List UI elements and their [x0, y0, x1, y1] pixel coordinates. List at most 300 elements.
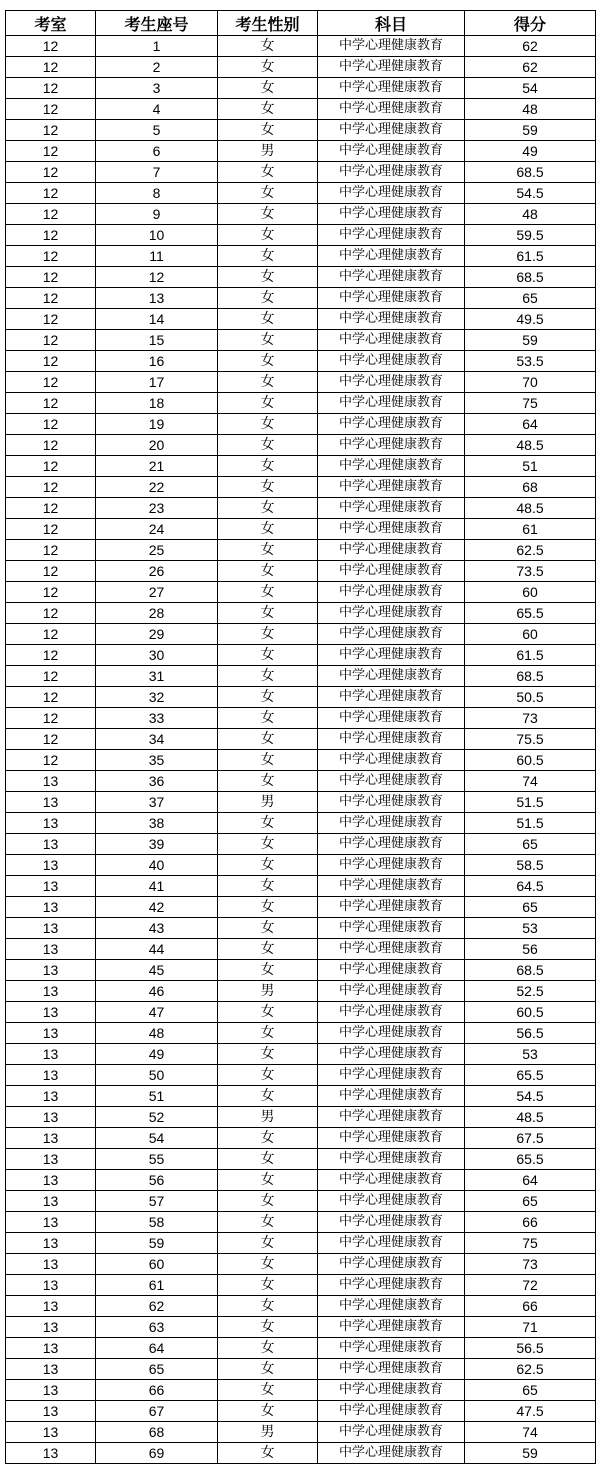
cell-room: 12	[6, 393, 96, 414]
cell-subject: 中学心理健康教育	[318, 645, 465, 666]
table-row	[6, 225, 596, 246]
cell-seat-number: 2	[96, 57, 218, 78]
cell-subject: 中学心理健康教育	[318, 1443, 465, 1464]
cell-score: 51.5	[465, 813, 596, 834]
cell-gender: 女	[218, 267, 318, 288]
table-row	[6, 876, 596, 897]
cell-seat-number: 40	[96, 855, 218, 876]
cell-subject: 中学心理健康教育	[318, 897, 465, 918]
cell-score: 68.5	[465, 162, 596, 183]
cell-score: 59	[465, 120, 596, 141]
cell-score: 73	[465, 1254, 596, 1275]
cell-gender: 女	[218, 330, 318, 351]
cell-seat-number: 5	[96, 120, 218, 141]
cell-subject: 中学心理健康教育	[318, 876, 465, 897]
cell-room: 12	[6, 414, 96, 435]
cell-score: 48.5	[465, 435, 596, 456]
cell-gender: 女	[218, 351, 318, 372]
cell-seat-number: 4	[96, 99, 218, 120]
table-row	[6, 540, 596, 561]
cell-gender: 女	[218, 1149, 318, 1170]
table-row	[6, 1401, 596, 1422]
cell-subject: 中学心理健康教育	[318, 1065, 465, 1086]
cell-score: 65.5	[465, 603, 596, 624]
table-row	[6, 372, 596, 393]
cell-seat-number: 52	[96, 1107, 218, 1128]
cell-score: 48	[465, 204, 596, 225]
cell-room: 13	[6, 1065, 96, 1086]
table-row	[6, 99, 596, 120]
cell-score: 50.5	[465, 687, 596, 708]
cell-seat-number: 66	[96, 1380, 218, 1401]
cell-room: 13	[6, 1170, 96, 1191]
cell-gender: 女	[218, 1086, 318, 1107]
cell-subject: 中学心理健康教育	[318, 246, 465, 267]
cell-gender: 女	[218, 1443, 318, 1464]
cell-subject: 中学心理健康教育	[318, 1422, 465, 1443]
cell-subject: 中学心理健康教育	[318, 309, 465, 330]
header-score: 得分	[465, 11, 596, 36]
table-row	[6, 183, 596, 204]
cell-gender: 男	[218, 1107, 318, 1128]
cell-seat-number: 57	[96, 1191, 218, 1212]
cell-room: 12	[6, 162, 96, 183]
cell-score: 49.5	[465, 309, 596, 330]
cell-seat-number: 37	[96, 792, 218, 813]
table-row	[6, 897, 596, 918]
cell-score: 53.5	[465, 351, 596, 372]
cell-gender: 女	[218, 708, 318, 729]
cell-gender: 男	[218, 1422, 318, 1443]
cell-score: 62	[465, 36, 596, 57]
cell-subject: 中学心理健康教育	[318, 792, 465, 813]
cell-seat-number: 49	[96, 1044, 218, 1065]
cell-score: 64.5	[465, 876, 596, 897]
cell-room: 13	[6, 771, 96, 792]
cell-subject: 中学心理健康教育	[318, 1023, 465, 1044]
cell-seat-number: 47	[96, 1002, 218, 1023]
cell-gender: 女	[218, 288, 318, 309]
cell-score: 60	[465, 624, 596, 645]
cell-room: 12	[6, 183, 96, 204]
table-row	[6, 561, 596, 582]
cell-room: 13	[6, 1317, 96, 1338]
cell-room: 13	[6, 1149, 96, 1170]
cell-room: 13	[6, 960, 96, 981]
cell-gender: 女	[218, 120, 318, 141]
cell-gender: 男	[218, 792, 318, 813]
cell-subject: 中学心理健康教育	[318, 1149, 465, 1170]
table-row	[6, 1107, 596, 1128]
cell-score: 67.5	[465, 1128, 596, 1149]
cell-gender: 女	[218, 603, 318, 624]
cell-seat-number: 48	[96, 1023, 218, 1044]
cell-room: 12	[6, 687, 96, 708]
cell-subject: 中学心理健康教育	[318, 162, 465, 183]
cell-subject: 中学心理健康教育	[318, 1086, 465, 1107]
cell-seat-number: 21	[96, 456, 218, 477]
cell-score: 72	[465, 1275, 596, 1296]
cell-subject: 中学心理健康教育	[318, 1275, 465, 1296]
cell-subject: 中学心理健康教育	[318, 330, 465, 351]
cell-score: 60	[465, 582, 596, 603]
cell-room: 13	[6, 1443, 96, 1464]
cell-room: 13	[6, 1254, 96, 1275]
cell-room: 12	[6, 540, 96, 561]
cell-gender: 女	[218, 687, 318, 708]
header-subject: 科目	[318, 11, 465, 36]
cell-gender: 女	[218, 624, 318, 645]
cell-gender: 女	[218, 36, 318, 57]
cell-score: 73.5	[465, 561, 596, 582]
cell-score: 62.5	[465, 1359, 596, 1380]
cell-seat-number: 45	[96, 960, 218, 981]
cell-gender: 女	[218, 435, 318, 456]
table-row	[6, 1170, 596, 1191]
cell-score: 65.5	[465, 1065, 596, 1086]
cell-score: 75	[465, 393, 596, 414]
table-row	[6, 141, 596, 162]
cell-gender: 女	[218, 750, 318, 771]
cell-subject: 中学心理健康教育	[318, 918, 465, 939]
cell-room: 12	[6, 666, 96, 687]
cell-gender: 女	[218, 918, 318, 939]
cell-seat-number: 8	[96, 183, 218, 204]
cell-room: 13	[6, 897, 96, 918]
cell-score: 68.5	[465, 267, 596, 288]
cell-subject: 中学心理健康教育	[318, 708, 465, 729]
cell-gender: 女	[218, 477, 318, 498]
cell-score: 68.5	[465, 666, 596, 687]
table-row	[6, 666, 596, 687]
cell-gender: 女	[218, 1023, 318, 1044]
cell-seat-number: 69	[96, 1443, 218, 1464]
cell-score: 61	[465, 519, 596, 540]
table-row	[6, 834, 596, 855]
cell-seat-number: 14	[96, 309, 218, 330]
cell-room: 12	[6, 603, 96, 624]
cell-seat-number: 58	[96, 1212, 218, 1233]
cell-subject: 中学心理健康教育	[318, 561, 465, 582]
cell-score: 61.5	[465, 246, 596, 267]
cell-score: 74	[465, 1422, 596, 1443]
table-row	[6, 1296, 596, 1317]
cell-gender: 女	[218, 183, 318, 204]
cell-score: 65	[465, 897, 596, 918]
cell-gender: 女	[218, 78, 318, 99]
cell-score: 49	[465, 141, 596, 162]
table-row	[6, 792, 596, 813]
table-row	[6, 36, 596, 57]
cell-gender: 女	[218, 1212, 318, 1233]
cell-score: 61.5	[465, 645, 596, 666]
cell-room: 12	[6, 624, 96, 645]
cell-seat-number: 67	[96, 1401, 218, 1422]
cell-subject: 中学心理健康教育	[318, 225, 465, 246]
table-row	[6, 351, 596, 372]
cell-subject: 中学心理健康教育	[318, 57, 465, 78]
cell-gender: 女	[218, 204, 318, 225]
cell-score: 75.5	[465, 729, 596, 750]
cell-gender: 女	[218, 1044, 318, 1065]
table-row	[6, 246, 596, 267]
cell-score: 70	[465, 372, 596, 393]
cell-subject: 中学心理健康教育	[318, 267, 465, 288]
cell-subject: 中学心理健康教育	[318, 1317, 465, 1338]
cell-gender: 女	[218, 666, 318, 687]
cell-seat-number: 41	[96, 876, 218, 897]
table-row	[6, 1002, 596, 1023]
cell-seat-number: 19	[96, 414, 218, 435]
cell-seat-number: 35	[96, 750, 218, 771]
cell-score: 54.5	[465, 1086, 596, 1107]
cell-seat-number: 61	[96, 1275, 218, 1296]
cell-room: 12	[6, 78, 96, 99]
table-row	[6, 771, 596, 792]
cell-room: 13	[6, 1380, 96, 1401]
cell-subject: 中学心理健康教育	[318, 1233, 465, 1254]
cell-subject: 中学心理健康教育	[318, 435, 465, 456]
cell-subject: 中学心理健康教育	[318, 624, 465, 645]
cell-gender: 女	[218, 1380, 318, 1401]
cell-subject: 中学心理健康教育	[318, 288, 465, 309]
cell-gender: 女	[218, 1275, 318, 1296]
cell-room: 12	[6, 498, 96, 519]
cell-seat-number: 39	[96, 834, 218, 855]
cell-room: 12	[6, 477, 96, 498]
table-row	[6, 435, 596, 456]
cell-gender: 女	[218, 939, 318, 960]
table-row	[6, 1422, 596, 1443]
cell-seat-number: 50	[96, 1065, 218, 1086]
cell-subject: 中学心理健康教育	[318, 729, 465, 750]
table-row	[6, 1023, 596, 1044]
cell-room: 13	[6, 1212, 96, 1233]
cell-score: 51.5	[465, 792, 596, 813]
cell-seat-number: 27	[96, 582, 218, 603]
cell-score: 64	[465, 414, 596, 435]
cell-gender: 女	[218, 561, 318, 582]
cell-room: 12	[6, 561, 96, 582]
table-row	[6, 1191, 596, 1212]
cell-subject: 中学心理健康教育	[318, 1170, 465, 1191]
cell-score: 68.5	[465, 960, 596, 981]
table-row	[6, 498, 596, 519]
cell-room: 12	[6, 141, 96, 162]
cell-subject: 中学心理健康教育	[318, 1296, 465, 1317]
cell-seat-number: 59	[96, 1233, 218, 1254]
table-row	[6, 960, 596, 981]
table-row	[6, 1359, 596, 1380]
cell-score: 71	[465, 1317, 596, 1338]
cell-seat-number: 65	[96, 1359, 218, 1380]
cell-gender: 女	[218, 855, 318, 876]
cell-seat-number: 1	[96, 36, 218, 57]
cell-gender: 女	[218, 1254, 318, 1275]
header-seat-number: 考生座号	[96, 11, 218, 36]
cell-seat-number: 18	[96, 393, 218, 414]
cell-score: 68	[465, 477, 596, 498]
cell-subject: 中学心理健康教育	[318, 36, 465, 57]
cell-gender: 女	[218, 771, 318, 792]
cell-subject: 中学心理健康教育	[318, 771, 465, 792]
cell-room: 12	[6, 750, 96, 771]
cell-gender: 女	[218, 1359, 318, 1380]
cell-seat-number: 63	[96, 1317, 218, 1338]
table-row	[6, 687, 596, 708]
cell-score: 51	[465, 456, 596, 477]
table-row	[6, 1317, 596, 1338]
table-row	[6, 477, 596, 498]
cell-gender: 女	[218, 393, 318, 414]
table-row	[6, 309, 596, 330]
table-body	[6, 36, 596, 1464]
cell-subject: 中学心理健康教育	[318, 519, 465, 540]
cell-gender: 女	[218, 519, 318, 540]
cell-gender: 女	[218, 540, 318, 561]
cell-score: 54	[465, 78, 596, 99]
cell-score: 60.5	[465, 750, 596, 771]
cell-subject: 中学心理健康教育	[318, 1401, 465, 1422]
cell-subject: 中学心理健康教育	[318, 120, 465, 141]
table-row	[6, 939, 596, 960]
table-row	[6, 1149, 596, 1170]
cell-gender: 女	[218, 1233, 318, 1254]
cell-room: 12	[6, 519, 96, 540]
cell-subject: 中学心理健康教育	[318, 687, 465, 708]
table-row	[6, 267, 596, 288]
cell-subject: 中学心理健康教育	[318, 183, 465, 204]
table-row	[6, 624, 596, 645]
cell-score: 56	[465, 939, 596, 960]
cell-subject: 中学心理健康教育	[318, 666, 465, 687]
cell-subject: 中学心理健康教育	[318, 1044, 465, 1065]
table-row	[6, 645, 596, 666]
cell-room: 12	[6, 99, 96, 120]
cell-gender: 女	[218, 225, 318, 246]
cell-gender: 女	[218, 1065, 318, 1086]
cell-room: 12	[6, 435, 96, 456]
cell-score: 73	[465, 708, 596, 729]
header-gender: 考生性别	[218, 11, 318, 36]
cell-score: 66	[465, 1296, 596, 1317]
cell-room: 13	[6, 1107, 96, 1128]
table-row	[6, 120, 596, 141]
cell-seat-number: 36	[96, 771, 218, 792]
cell-room: 12	[6, 225, 96, 246]
cell-subject: 中学心理健康教育	[318, 141, 465, 162]
cell-room: 13	[6, 1296, 96, 1317]
cell-subject: 中学心理健康教育	[318, 498, 465, 519]
cell-score: 53	[465, 1044, 596, 1065]
cell-score: 48.5	[465, 1107, 596, 1128]
cell-seat-number: 13	[96, 288, 218, 309]
cell-subject: 中学心理健康教育	[318, 603, 465, 624]
cell-room: 12	[6, 708, 96, 729]
cell-score: 74	[465, 771, 596, 792]
cell-subject: 中学心理健康教育	[318, 1191, 465, 1212]
cell-score: 65	[465, 288, 596, 309]
cell-gender: 女	[218, 645, 318, 666]
cell-subject: 中学心理健康教育	[318, 456, 465, 477]
cell-room: 13	[6, 792, 96, 813]
cell-gender: 女	[218, 309, 318, 330]
table-row	[6, 1065, 596, 1086]
cell-subject: 中学心理健康教育	[318, 1359, 465, 1380]
cell-score: 52.5	[465, 981, 596, 1002]
table-row	[6, 708, 596, 729]
cell-subject: 中学心理健康教育	[318, 393, 465, 414]
cell-score: 54.5	[465, 183, 596, 204]
cell-room: 12	[6, 456, 96, 477]
cell-subject: 中学心理健康教育	[318, 99, 465, 120]
cell-gender: 女	[218, 1338, 318, 1359]
cell-room: 13	[6, 939, 96, 960]
cell-subject: 中学心理健康教育	[318, 351, 465, 372]
cell-room: 12	[6, 267, 96, 288]
cell-room: 12	[6, 204, 96, 225]
cell-room: 13	[6, 1002, 96, 1023]
cell-gender: 女	[218, 1002, 318, 1023]
table-row	[6, 162, 596, 183]
cell-subject: 中学心理健康教育	[318, 960, 465, 981]
cell-room: 13	[6, 1086, 96, 1107]
cell-room: 13	[6, 1233, 96, 1254]
cell-seat-number: 30	[96, 645, 218, 666]
cell-subject: 中学心理健康教育	[318, 1212, 465, 1233]
cell-seat-number: 6	[96, 141, 218, 162]
cell-room: 12	[6, 582, 96, 603]
cell-room: 13	[6, 1191, 96, 1212]
cell-score: 48	[465, 99, 596, 120]
cell-seat-number: 15	[96, 330, 218, 351]
cell-room: 13	[6, 1128, 96, 1149]
cell-seat-number: 3	[96, 78, 218, 99]
cell-seat-number: 62	[96, 1296, 218, 1317]
cell-room: 12	[6, 309, 96, 330]
cell-subject: 中学心理健康教育	[318, 855, 465, 876]
cell-room: 13	[6, 1338, 96, 1359]
cell-score: 65.5	[465, 1149, 596, 1170]
cell-gender: 女	[218, 1128, 318, 1149]
table-row	[6, 603, 596, 624]
table-row	[6, 1275, 596, 1296]
cell-room: 12	[6, 372, 96, 393]
cell-score: 56.5	[465, 1338, 596, 1359]
cell-seat-number: 44	[96, 939, 218, 960]
cell-gender: 女	[218, 162, 318, 183]
cell-gender: 女	[218, 1191, 318, 1212]
cell-seat-number: 22	[96, 477, 218, 498]
cell-gender: 女	[218, 897, 318, 918]
table-row	[6, 1254, 596, 1275]
cell-room: 12	[6, 120, 96, 141]
table-row	[6, 1212, 596, 1233]
table-row	[6, 330, 596, 351]
cell-gender: 女	[218, 99, 318, 120]
cell-seat-number: 7	[96, 162, 218, 183]
table-row	[6, 204, 596, 225]
cell-score: 64	[465, 1170, 596, 1191]
cell-room: 13	[6, 1401, 96, 1422]
cell-seat-number: 28	[96, 603, 218, 624]
cell-score: 59.5	[465, 225, 596, 246]
cell-room: 13	[6, 1275, 96, 1296]
cell-score: 60.5	[465, 1002, 596, 1023]
cell-subject: 中学心理健康教育	[318, 1107, 465, 1128]
cell-seat-number: 38	[96, 813, 218, 834]
table-row	[6, 582, 596, 603]
